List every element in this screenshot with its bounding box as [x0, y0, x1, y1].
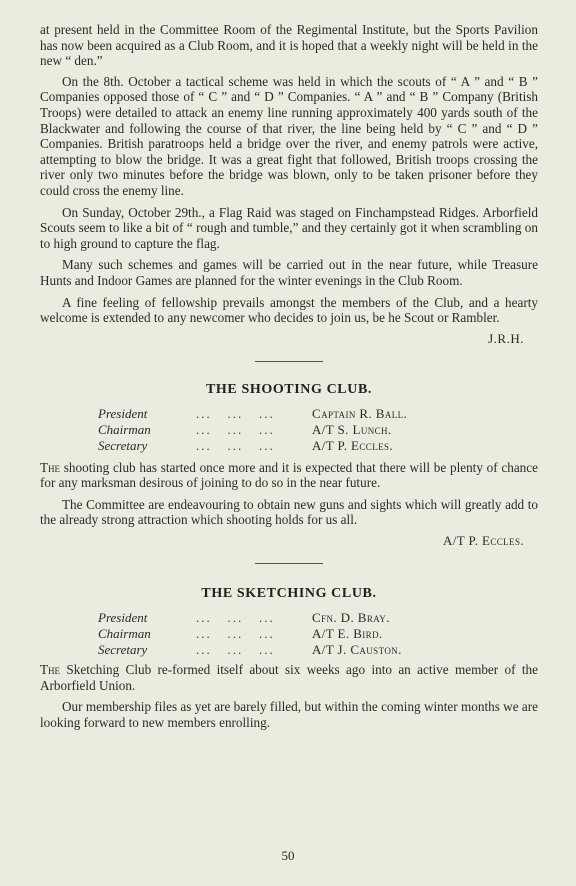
officer-role: President: [98, 405, 148, 421]
scouts-paragraph-4: Many such schemes and games will be carried out in the near future, while Treasure Hunts and Indoor Games are planned for the winter evenings in the Club Room.: [40, 257, 538, 288]
scouts-paragraph-3: On Sunday, October 29th., a Flag Raid was staged on Finchampstead Ridges. Arborfield Scouts seem to like a bit of “ rough and tumble,” and they certainly got it when scrambling on to high ground to capture the flag.: [40, 204, 538, 251]
lead-word: The: [40, 662, 61, 678]
section-divider: [255, 563, 323, 564]
lead-word: The: [40, 459, 61, 475]
officer-name: A/T P. Eccles.: [312, 437, 394, 453]
leader-dots: ... ... ...: [196, 437, 275, 453]
shooting-signature: A/T P. Eccles.: [442, 533, 524, 549]
officer-row: [40, 406, 538, 422]
officer-role: Secretary: [98, 642, 148, 658]
page-number: 50: [281, 848, 295, 863]
officer-row: [40, 626, 538, 642]
shooting-officers-list: [40, 406, 538, 454]
scouts-paragraph-2: On the 8th. October a tactical scheme was held in which the scouts of “ A ” and “ B ” Companies opposed those of “ C ” and “ D ” Companies. “ A ” and “ B ” Company (British Troops) were detailed to attack an enemy line running approximately 400 yards south of the Blackwater and following the course of that river, the line being held by “ C ” and “ D ” Companies. British paratroops held a bridge over the river, and enemy patrols were active, attempting to blow the bridge. It was a great fight that followed, British troops crossing the river only two minutes before the bridge was blown, only to be taken prisoner before they could cross the enemy line.: [40, 73, 538, 198]
officer-name: A/T E. Bird.: [312, 626, 383, 642]
shooting-club-heading: THE SHOOTING CLUB.: [205, 381, 372, 397]
officer-name: Captain R. Ball.: [312, 405, 408, 421]
paragraph-text: Sketching Club re-formed itself about six weeks ago into an active member of the Arborfield Union.: [40, 662, 538, 693]
scouts-paragraph-1: at present held in the Committee Room of the Regimental Institute, but the Sports Pavilion has now been acquired as a Club Room, and it is hoped that a weekly night will be held in the new “ den.”: [40, 22, 538, 69]
leader-dots: ... ... ...: [196, 610, 275, 626]
officer-row: [40, 610, 538, 626]
officer-row: [40, 642, 538, 658]
sketching-paragraph-1: [40, 662, 538, 693]
paragraph-text: shooting club has started once more and it is expected that there will be plenty of chance for any marksman desirous of joining to do so in the near future.: [40, 459, 538, 491]
officer-row: [40, 438, 538, 454]
officer-name: A/T S. Lunch.: [312, 421, 392, 437]
leader-dots: ... ... ...: [196, 421, 275, 437]
officer-row: [40, 422, 538, 438]
scouts-signature: J.R.H.: [488, 330, 524, 346]
officer-name: Cfn. D. Bray.: [312, 610, 390, 626]
sketching-club-heading: THE SKETCHING CLUB.: [201, 586, 377, 602]
section-divider: [255, 361, 323, 362]
officer-role: Chairman: [98, 421, 151, 437]
sketching-paragraph-2: Our membership files as yet are barely filled, but within the coming winter months we are looking forward to new members enrolling.: [40, 699, 538, 730]
leader-dots: ... ... ...: [196, 626, 275, 642]
sketching-officers-list: [40, 610, 538, 658]
officer-role: Secretary: [98, 437, 148, 453]
officer-role: President: [98, 610, 148, 626]
shooting-paragraph-1: [40, 460, 538, 491]
leader-dots: ... ... ...: [196, 642, 275, 658]
leader-dots: ... ... ...: [196, 405, 275, 421]
officer-name: A/T J. Causton.: [312, 642, 402, 658]
scouts-paragraph-5: A fine feeling of fellowship prevails amongst the members of the Club, and a hearty welcome is extended to any newcomer who decides to join us, be he Scout or Rambler.: [40, 294, 538, 326]
shooting-paragraph-2: The Committee are endeavouring to obtain new guns and sights which will greatly add to the already strong attraction which shooting holds for us all.: [40, 496, 538, 528]
officer-role: Chairman: [98, 626, 151, 642]
